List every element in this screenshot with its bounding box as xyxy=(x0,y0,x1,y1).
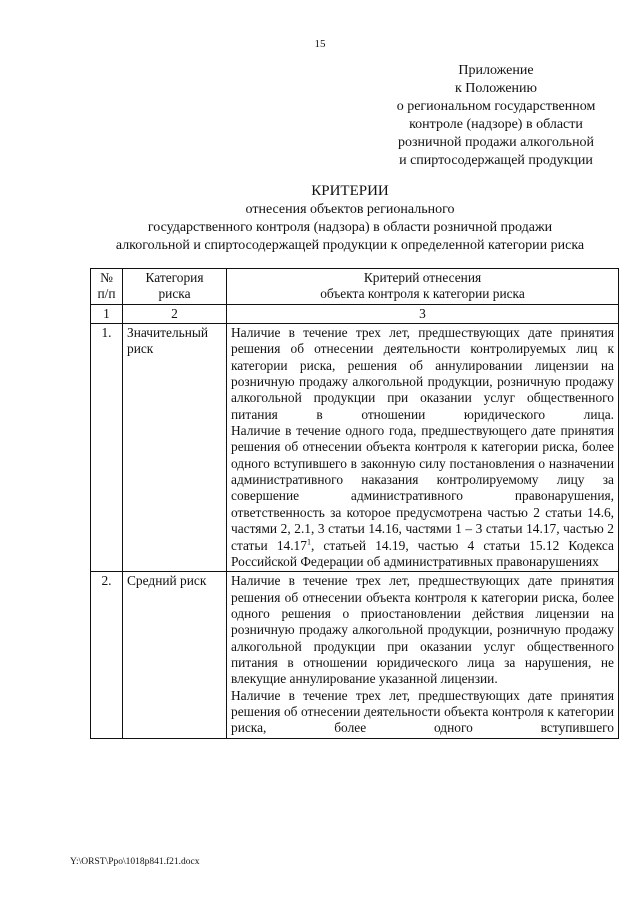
criterion-paragraph: Наличие в течение трех лет, предшествующих дате принятия решения об отнесении объекта контроля к категории риска, более одного решения о приостановлении действия лицензии на розничную продажу алкогольной продукции, розничную продажу алкогольной продукции при оказании услуг общественного питания в отношении юридического лица за нарушения, не влекущие аннулирование указанной лицензии. xyxy=(231,573,614,687)
column-number: 3 xyxy=(227,304,619,323)
row-number: 2. xyxy=(91,572,123,738)
risk-category xyxy=(123,324,227,572)
risk-category-line: риск xyxy=(127,341,154,357)
column-number: 2 xyxy=(123,304,227,323)
appendix-line: и спиртосодержащей продукции xyxy=(399,153,593,168)
row-number: 1. xyxy=(91,324,123,572)
footnote-superscript: 1 xyxy=(306,537,311,547)
criterion-paragraph: Наличие в течение трех лет, предшествующих дате принятия решения об отнесении деятельности контролируемых лиц к категории риска, решения об аннулировании лицензии на розничную продажу алкогольной продукции, розничную продажу алкогольной продукции при оказании услуг общественного питания в отношении юридического лица. xyxy=(231,325,614,422)
header-number xyxy=(91,269,123,305)
appendix-line: контроле (надзоре) в области xyxy=(409,117,583,132)
header-criterion xyxy=(227,269,619,305)
table-row xyxy=(91,324,619,572)
subtitle-line: государственного контроля (надзора) в области розничной продажи xyxy=(147,220,553,235)
file-path-footer: Y:\ORST\Ppo\1018p841.f21.docx xyxy=(70,857,200,867)
table-header-row xyxy=(91,269,619,305)
criteria-heading xyxy=(80,182,620,255)
page-number: 15 xyxy=(314,38,326,50)
subtitle-line: отнесения объектов регионального xyxy=(245,202,455,217)
column-number: 1 xyxy=(91,304,123,323)
appendix-line: к Положению xyxy=(454,81,537,96)
header-category xyxy=(123,269,227,305)
criterion-paragraph xyxy=(231,423,614,570)
risk-criteria-table xyxy=(90,268,619,739)
header-number-line: № xyxy=(100,270,113,285)
appendix-line: о региональном государственном xyxy=(396,99,596,114)
header-category-line: риска xyxy=(158,286,191,302)
criterion-text: , статьей 14.19, частью 4 статьи 15.12 Кодекса Российской Федерации об административных правонарушениях xyxy=(231,537,614,569)
table-row xyxy=(91,572,619,738)
appendix-block xyxy=(383,62,609,170)
risk-category-line: Значительный xyxy=(127,325,209,341)
header-category-line: Категория xyxy=(145,270,204,285)
header-criterion-line: Критерий отнесения xyxy=(363,270,482,285)
criterion-paragraph: Наличие в течение трех лет, предшествующих дате принятия решения об отнесении деятельности объекта контроля к категории риска, более одного вступившего xyxy=(231,687,614,736)
header-number-line: п/п xyxy=(97,286,116,302)
appendix-line: розничной продажи алкогольной xyxy=(397,135,595,150)
subtitle-line: алкогольной и спиртосодержащей продукции к определенной категории риска xyxy=(115,238,585,253)
column-number-row xyxy=(91,304,619,323)
document-title: КРИТЕРИИ xyxy=(311,183,389,199)
header-criterion-line: объекта контроля к категории риска xyxy=(320,286,525,302)
criterion-text: Наличие в течение одного года, предшествующего дате принятия решения об отнесении объекта контроля к категории риска, более одного вступившего в законную силу постановления о назначении административного наказания контролируемому лицу за совершение административного правонарушения, ответственность за которое предусмотрена частью 2 статьи 14.6, частями 2, 2.1, 3 статьи 14.16, частями 1 – 3 статьи 14.17, частью 2 статьи 14.17 xyxy=(231,423,614,553)
appendix-line: Приложение xyxy=(458,63,534,78)
risk-criterion xyxy=(227,324,619,572)
risk-criterion xyxy=(227,572,619,738)
risk-category: Средний риск xyxy=(123,572,227,738)
